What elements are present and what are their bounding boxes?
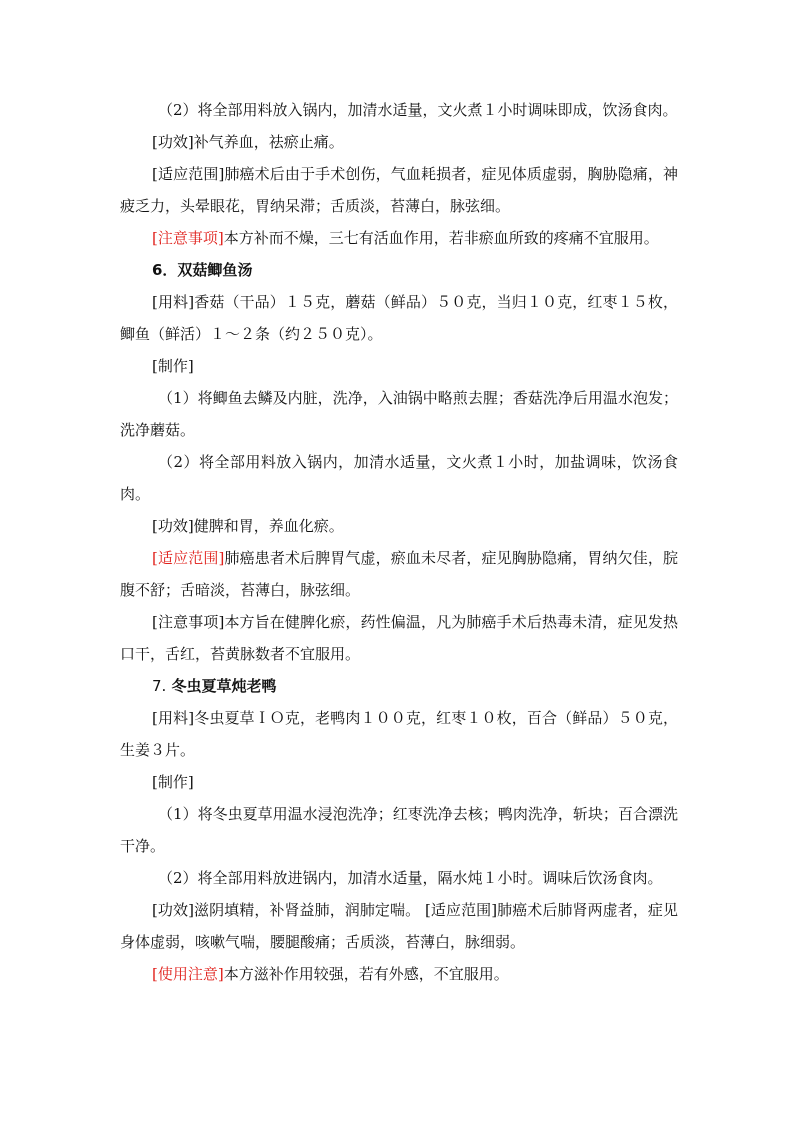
indication-label: [适应范围] xyxy=(152,549,225,567)
paragraph-efficacy-recipe5: [功效]补气养血，祛瘀止痛。 xyxy=(152,133,344,151)
paragraph-ingredients-recipe6: [用料]香菇（干品）１５克，蘑菇（鲜品）５０克，当归１０克，红枣１５枚，鲫鱼（鲜活）１～２条（约２５０克）。 xyxy=(120,293,678,343)
usage-note-text: 本方滋补作用较强，若有外感，不宜服用。 xyxy=(223,965,509,983)
paragraph-step-2-recipe5: （2）将全部用料放入锅内，加清水适量，文火煮１小时调味即成，饮汤食肉。 xyxy=(158,101,678,119)
section-heading-6: 6．双菇鲫鱼汤 xyxy=(152,261,253,279)
paragraph-ingredients-recipe7: [用料]冬虫夏草ＩＯ克，老鸭肉１００克，红枣１０枚，百合（鲜品）５０克，生姜３片。 xyxy=(120,709,678,759)
paragraph-indication-recipe6 xyxy=(120,542,678,606)
document-page xyxy=(120,94,678,990)
paragraph-step-2-recipe6: （2）将全部用料放入锅内，加清水适量，文火煮１小时，加盐调味，饮汤食肉。 xyxy=(120,453,678,503)
paragraph-usage-note-recipe7 xyxy=(120,958,678,990)
paragraph-step-1-recipe6: （1）将鲫鱼去鳞及内脏，洗净，入油锅中略煎去腥；香菇洗净后用温水泡发；洗净蘑菇。 xyxy=(120,389,678,439)
paragraph-indication-recipe5: [适应范围]肺癌术后由于手术创伤，气血耗损者，症见体质虚弱，胸胁隐痛，神疲乏力，头晕眼花，胃纳呆滞；舌质淡，苔薄白，脉弦细。 xyxy=(120,165,678,215)
paragraph-step-1-recipe7: （1）将冬虫夏草用温水浸泡洗净；红枣洗净去核；鸭肉洗净，斩块；百合漂洗干净。 xyxy=(120,805,678,855)
caution-label: [注意事项] xyxy=(152,229,224,247)
paragraph-preparation-label-recipe6: [制作] xyxy=(152,357,194,375)
paragraph-step-2-recipe7: （2）将全部用料放进锅内，加清水适量，隔水炖１小时。调味后饮汤食肉。 xyxy=(158,869,663,887)
usage-note-label: [使用注意] xyxy=(152,965,224,983)
section-title-7: 冬虫夏草炖老鸭 xyxy=(171,677,277,695)
caution-text: 本方补而不燥，三七有活血作用，若非瘀血所致的疼痛不宜服用。 xyxy=(223,229,659,247)
paragraph-caution-recipe5 xyxy=(120,222,678,254)
section-number-7: 7. xyxy=(152,677,167,695)
paragraph-preparation-label-recipe7: [制作] xyxy=(152,773,194,791)
paragraph-caution-recipe6: [注意事项]本方旨在健脾化瘀，药性偏温，凡为肺癌手术后热毒未清，症见发热口干，舌红，苔黄脉数者不宜服用。 xyxy=(120,613,678,663)
paragraph-efficacy-indication-recipe7: [功效]滋阴填精，补肾益肺，润肺定喘。 [适应范围]肺癌术后肺肾两虚者，症见身体虚弱，咳嗽气喘，腰腿酸痛；舌质淡，苔薄白，脉细弱。 xyxy=(120,901,678,951)
section-heading-7 xyxy=(120,670,678,702)
paragraph-efficacy-recipe6: [功效]健脾和胃，养血化瘀。 xyxy=(152,517,344,535)
indication-text: 肺癌患者术后脾胃气虚，瘀血未尽者，症见胸胁隐痛，胃纳欠佳，脘腹不舒；舌暗淡，苔薄白，脉弦细。 xyxy=(120,549,678,599)
